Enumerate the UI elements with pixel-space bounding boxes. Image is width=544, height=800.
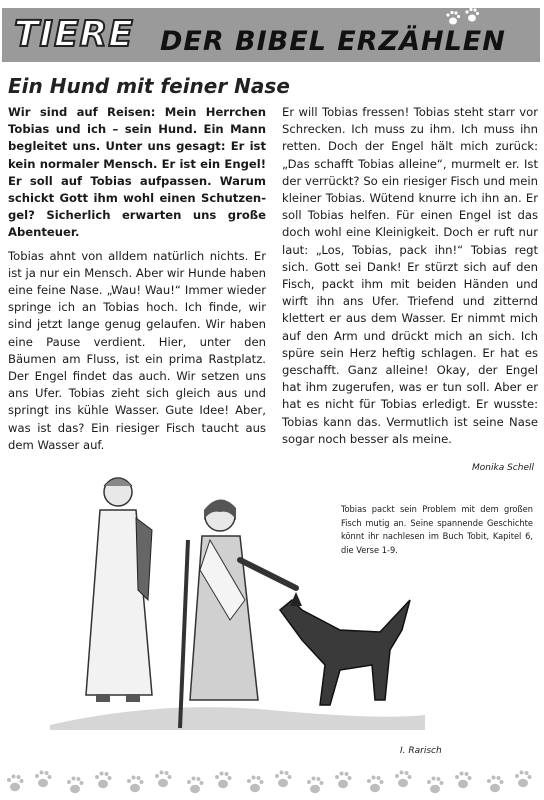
article-title: Ein Hund mit feiner Nase [8,74,290,98]
dog-figure [280,592,410,705]
illustration-caption: Tobias packt sein Problem mit dem großen Fisch mutig an. Seine spannende Geschichte könnt ihr nachlesen im Buch Tobit, Kapitel 6, die Verse 1-9. [341,504,533,556]
text-column-left [8,104,266,454]
angel-figure [86,478,152,702]
illustrator-credit: I. Rarisch [400,746,442,756]
text-column-right [282,104,538,448]
article-lead: Wir sind auf Reisen: Mein Herrchen Tobias und ich – sein Hund. Ein Mann begleitet uns. Unter uns gesagt: Er ist kein normaler Mensch. Er ist ein Engel! Er soll auf Tobias aufpassen. Warum schickt Gott ihm wohl einen Schutzengel? Sicherlich erwarten uns große Abenteuer. [8,105,266,240]
article-body-left: Tobias ahnt von alldem natürlich nichts. Er ist ja nur ein Mensch. Aber wir Hunde haben eine feine Nase. „Wau! Wau!“ Immer wieder springe ich an Tobias hoch. Ich finde, wir sind jetzt lange genug gelaufen. Wir haben eine Pause verdient. Hier, unter den Bäumen am Fluss, ist ein prima Rastplatz. Der Engel findet das auch. Wir setzen uns ans Ufer. Tobias zieht sich gleich aus und springt ins kühle Wasser. Gute Idee! Aber, was ist das? Ein riesiger Fisch taucht aus dem Wasser auf. [8,248,266,452]
header-title-sub: DER BIBEL ERZÄHLEN [160,26,506,57]
header-title-main: TIERE [14,14,134,55]
author-credit: Monika Schell [472,463,534,473]
page-header [0,0,544,66]
paw-print-icon [444,6,484,30]
tobias-figure [180,499,296,728]
paw-print-border [0,764,544,800]
article-body-right: Er will Tobias fressen! Tobias steht starr vor Schrecken. Ich muss zu ihm. Ich muss ihn retten. Doch der Engel hält mich zurück: „Das schafft Tobias alleine“, murmelt er. Ist der verrückt? So ein riesiger Fisch und mein kleiner Tobias. Wütend knurre ich ihn an. Er soll Tobias helfen. Für einen Engel ist das doch wohl eine Kleinigkeit. Doch er ruft nur laut: „Los, Tobias, pack ihn!“ Tobias regt sich. Gott sei Dank! Er stürzt sich auf den Fisch, packt ihm mit beiden Händen und wirft ihn ans Ufer. Triefend und zitternd klettert er aus dem Wasser. Er nimmt mich auf den Arm und drückt mich an sich. Ich spüre sein Herz heftig schlagen. Er hat es geschafft. Ganz alleine! Okay, der Engel hat ihm zugerufen, was er tun soll. Aber er hat es nicht für Tobias erledigt. Er wusste: Tobias kann das. Vermutlich ist seine Nase sogar noch besser als meine. [282,105,538,446]
